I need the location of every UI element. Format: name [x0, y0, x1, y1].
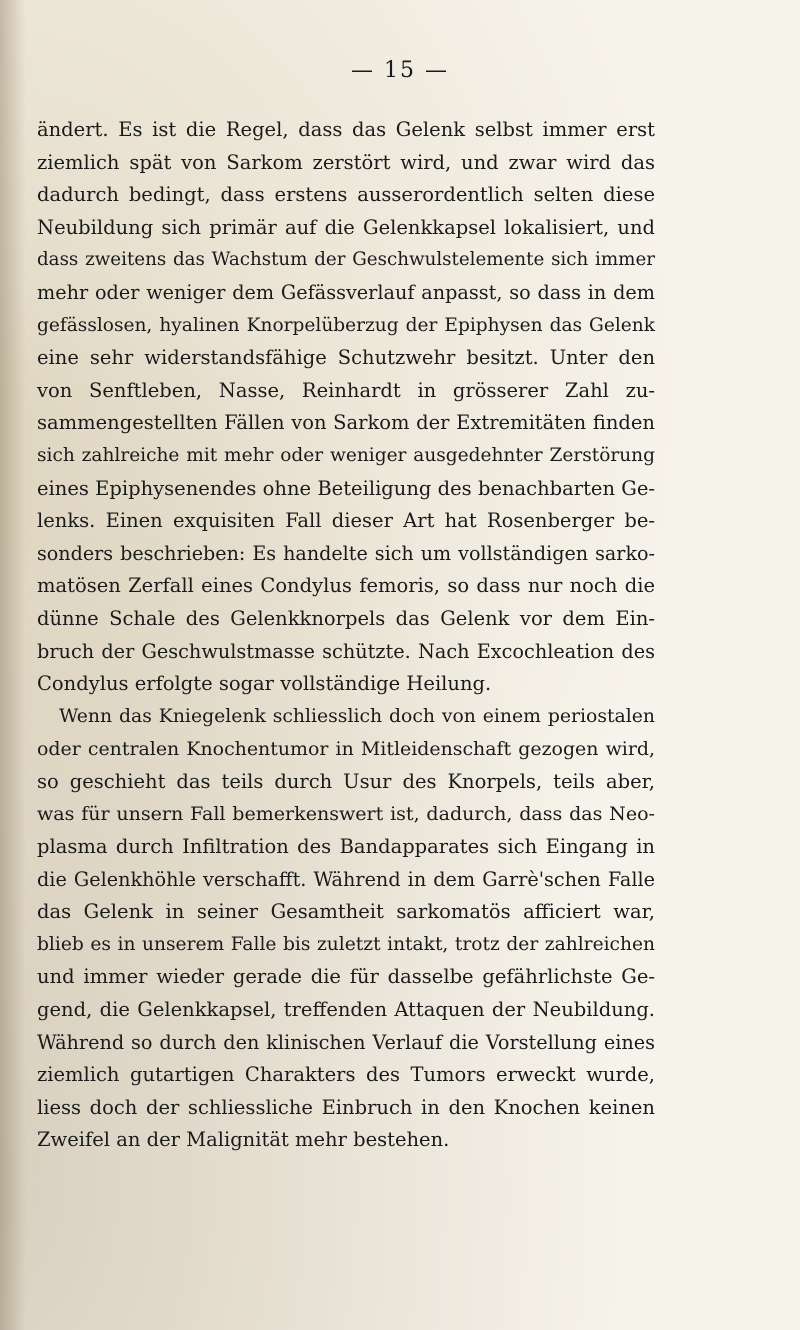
page-number: — 15 — — [351, 58, 449, 83]
text-line: sonders beschrieben: Es handelte sich um vollständigen sarko- — [37, 541, 655, 565]
text-line: plasma durch Infiltration des Bandapparates sich Eingang in — [37, 835, 655, 859]
text-line: dünne Schale des Gelenkknorpels das Gelenk vor dem Ein- — [37, 606, 655, 630]
paragraph-end-line: Zweifel an der Malignität mehr bestehen. — [37, 1128, 450, 1152]
text-line: und immer wieder gerade die für dasselbe gefährlichste Ge- — [37, 965, 655, 989]
text-line: von Senftleben, Nasse, Reinhardt in grösserer Zahl zu- — [37, 378, 655, 402]
text-line: dass zweitens das Wachstum der Geschwulstelemente sich immer — [37, 249, 655, 271]
text-line: mehr oder weniger dem Gefässverlauf anpasst, so dass in dem — [37, 280, 655, 304]
text-line: bruch der Geschwulstmasse schützte. Nach Excochleation des — [37, 639, 655, 663]
text-line: oder centralen Knochentumor in Mitleidenschaft gezogen wird, — [37, 738, 655, 761]
page-edge-shadow — [0, 0, 26, 1330]
text-line: so geschieht das teils durch Usur des Knorpels, teils aber, — [37, 769, 655, 793]
text-line: ziemlich spät von Sarkom zerstört wird, und zwar wird das — [37, 150, 655, 174]
body-text — [37, 114, 655, 1157]
text-line: liess doch der schliessliche Einbruch in den Knochen keinen — [37, 1095, 655, 1119]
text-line: sammengestellten Fällen von Sarkom der Extremitäten finden — [37, 411, 655, 435]
text-line: ziemlich gutartigen Charakters des Tumors erweckt wurde, — [37, 1063, 655, 1087]
text-line: eines Epiphysenendes ohne Beteiligung des benachbarten Ge- — [37, 476, 655, 500]
text-line: das Gelenk in seiner Gesamtheit sarkomatös afficiert war, — [37, 900, 655, 924]
text-line: gefässlosen, hyalinen Knorpelüberzug der Epiphysen das Gelenk — [37, 314, 655, 336]
text-line: matösen Zerfall eines Condylus femoris, so dass nur noch die — [37, 574, 655, 598]
text-line: ändert. Es ist die Regel, dass das Gelenk selbst immer erst — [37, 118, 655, 141]
text-line: blieb es in unserem Falle bis zuletzt intakt, trotz der zahlreichen — [37, 933, 655, 955]
text-line: sich zahlreiche mit mehr oder weniger ausgedehnter Zerstörung — [37, 444, 655, 466]
text-line: eine sehr widerstandsfähige Schutzwehr besitzt. Unter den — [37, 346, 655, 370]
text-line: lenks. Einen exquisiten Fall dieser Art hat Rosenberger be- — [37, 509, 655, 533]
text-line: die Gelenkhöhle verschafft. Während in dem Garrè'schen Falle — [37, 867, 655, 891]
text-line: Neubildung sich primär auf die Gelenkkapsel lokalisiert, und — [37, 215, 655, 239]
text-line: gend, die Gelenkkapsel, treffenden Attaquen der Neubildung. — [37, 998, 655, 1022]
text-line: dadurch bedingt, dass erstens ausserordentlich selten diese — [37, 183, 655, 207]
text-line: was für unsern Fall bemerkenswert ist, dadurch, dass das Neo- — [37, 803, 655, 826]
paragraph-start-line: Wenn das Kniegelenk schliesslich doch von einem periostalen — [59, 705, 655, 727]
paragraph-end-line: Condylus erfolgte sogar vollständige Heilung. — [37, 672, 492, 696]
text-line: Während so durch den klinischen Verlauf die Vorstellung eines — [37, 1030, 655, 1054]
